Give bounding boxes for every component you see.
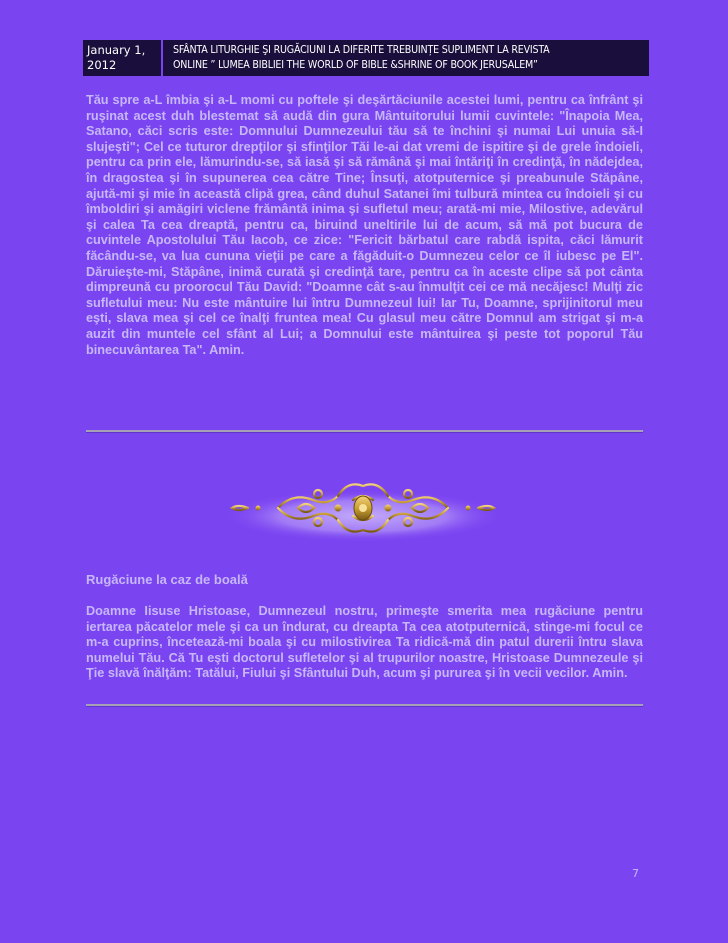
- page-number: 7: [632, 867, 639, 880]
- header-date: [83, 40, 163, 76]
- header-title-line2: ONLINE ” LUMEA BIBLIEI THE WORLD OF BIBLE &SHRINE OF BOOK JERUSALEM”: [173, 59, 538, 71]
- prayer-paragraph-1: Tău spre a-L îmbia şi a-L momi cu poftele şi deşărtăciunile acestei lumi, pentru ca înfrânt şi ruşinat acest duh blestemat să audă din gura Mântuitorului lumii cuvintele: "Înapoia Mea, Satano, căci scris este: Domnului Dumnezeului tău să te închini şi numai Lui unuia să-I slujeşti"; Cel ce tuturor drepţilor şi sfinţilor Tăi le-ai dat vremi de ispitire şi de grele îndoieli, pentru ca prin ele, lămurindu-se, să iasă şi să rămână şi mai întăriţi în credinţă, în nădejdea, în dragostea şi în supunerea cea către Tine; Însuţi, atotputernice şi preabunule Stăpâne, ajută-mi şi mie în această clipă grea, când duhul Satanei îmi tulbură mintea cu îndoieli şi cu îmboldiri şi amăgiri viclene frământă inima şi sufletul meu; arată-mi mie, Milostive, adevărul şi calea Ta cea dreaptă, pentru ca, biruind uneltirile lui de acum, să mă pot bucura de cuvintele Apostolului Tău Iacob, ce zice: "Fericit bărbatul care rabdă ispita, căci lămurit făcându-se, va lua cununa vieţii pe care a făgăduit-o Dumnezeu celor ce îl iubesc pe El". Dăruieşte-mi, Stăpâne, inimă curată şi credinţă tare, pentru ca în aceste clipe să pot cânta dimpreună cu proorocul Tău David: "Doamne cât s-au înmulţit cei ce mă necăjesc! Mulţi zic sufletului meu: Nu este mântuire lui întru Dumnezeul lui! Iar Tu, Doamne, sprijinitorul meu eşti, slava mea şi cel ce înalţi fruntea mea! Cu glasul meu către Domnul am strigat şi m-a auzit din muntele cel sfânt al Lui; a Domnului este mântuirea şi peste tot poporul Tău binecuvântarea Ta". Amin.: [86, 93, 643, 357]
- header-date-line2: 2012: [87, 58, 117, 72]
- header-title-line1: SFÂNTA LITURGHIE ŞI RUGĂCIUNI LA DIFERITE TREBUINȚE SUPLIMENT LA REVISTA: [173, 44, 550, 56]
- section-title: Rugăciune la caz de boală: [86, 572, 248, 587]
- gold-filigree-ornament-icon: [218, 470, 508, 546]
- section-divider: [86, 704, 643, 707]
- prayer-paragraph-2: Doamne Iisuse Hristoase, Dumnezeul nostru, primeşte smerita mea rugăciune pentru iertarea păcatelor mele şi ca un îndurat, cu dreapta Ta cea atotputernică, stinge-mi focul ce m-a cuprins, încetează-mi boala şi cu milostivirea Ta ridică-mă din patul durerii întru slava numelui Tău. Că Tu eşti doctorul sufletelor şi al trupurilor noastre, Hristoase Dumnezeule şi Ţie slavă înălţăm: Tatălui, Fiului şi Sfântului Duh, acum şi pururea şi în vecii vecilor. Amin.: [86, 604, 643, 681]
- section-divider: [86, 430, 643, 433]
- page-header: [83, 40, 649, 76]
- header-title: [163, 40, 649, 76]
- header-date-line1: January 1,: [87, 43, 146, 57]
